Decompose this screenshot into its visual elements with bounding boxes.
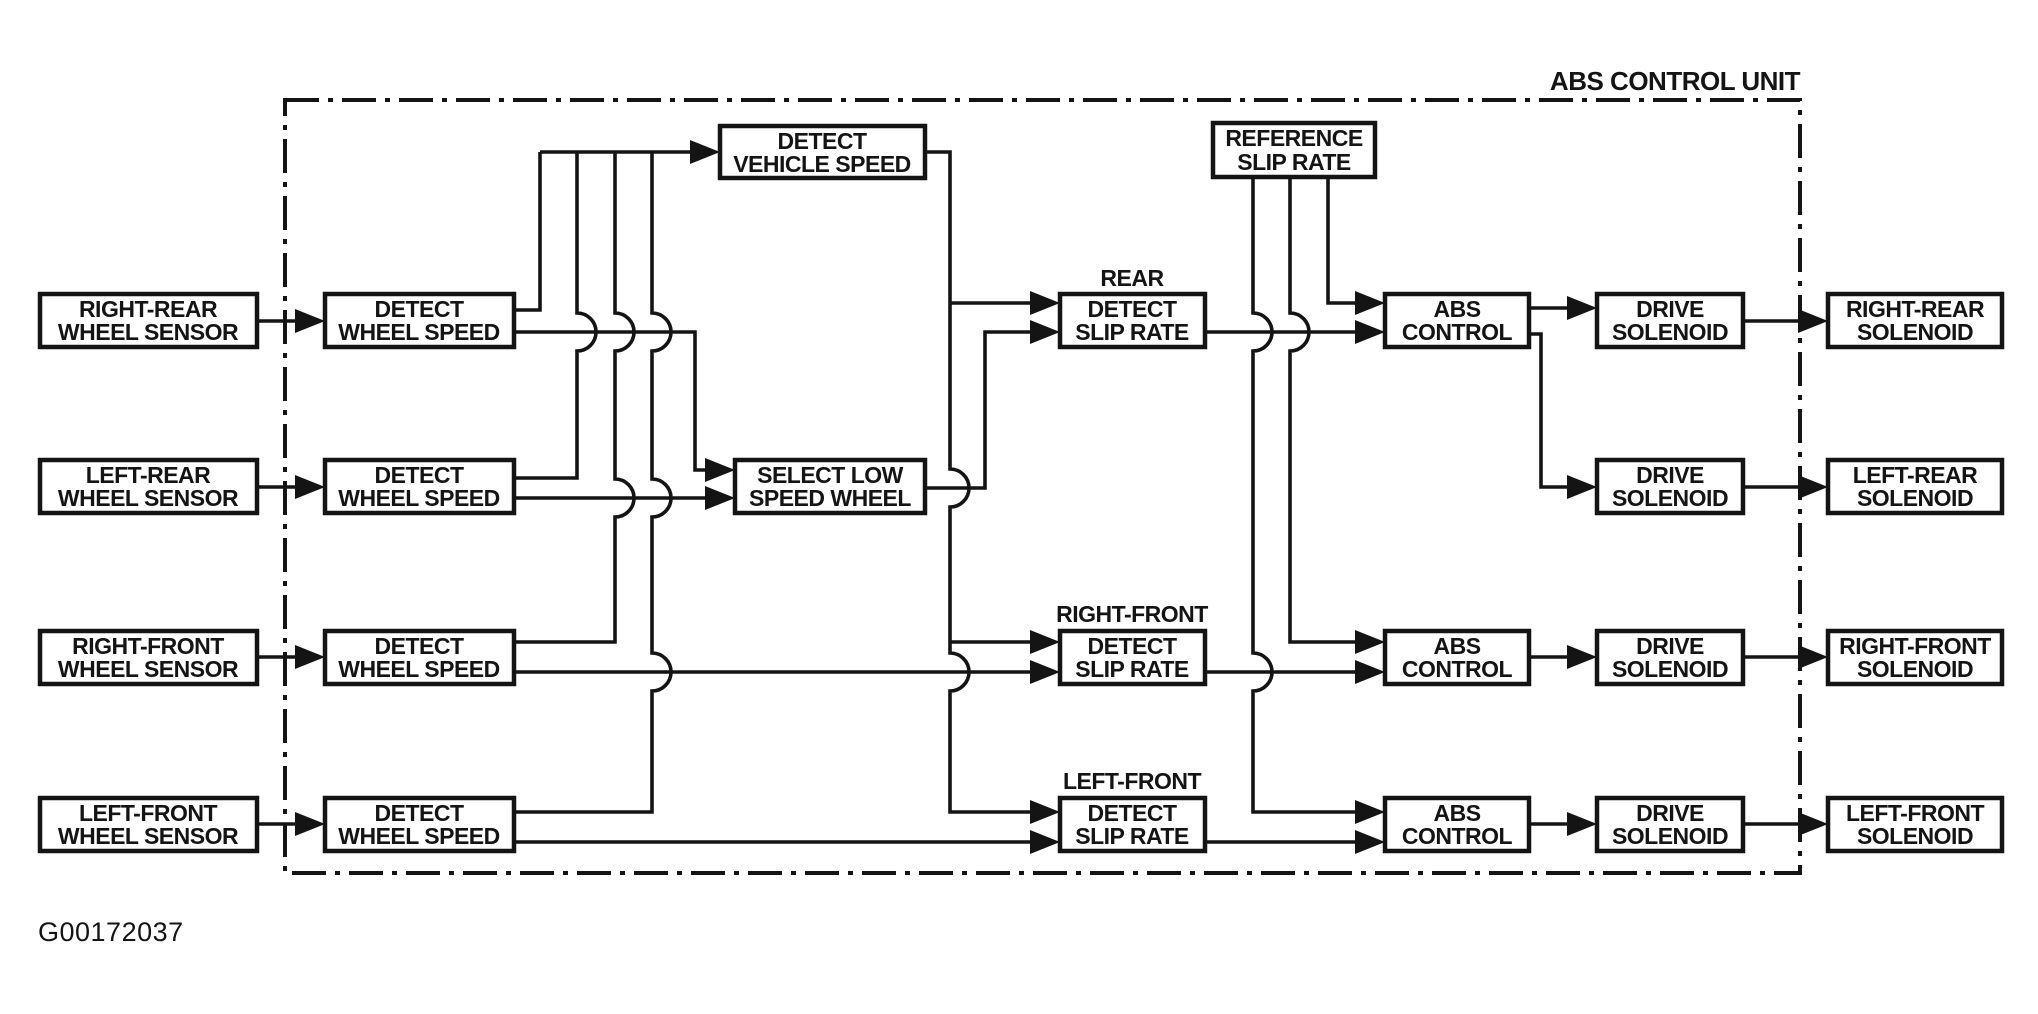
abs-control-unit-title: ABS CONTROL UNIT (1549, 66, 1800, 96)
arrowhead (1355, 291, 1385, 315)
box-abs-control-lf (1385, 798, 1529, 851)
box-detect-slip-rate-lf (1060, 798, 1205, 851)
node-label: ABS CONTROL (1401, 296, 1513, 345)
box-reference-slip-rate (1213, 123, 1375, 177)
arrowhead (1798, 812, 1828, 836)
node-label: DETECT SLIP RATE (1075, 633, 1189, 682)
node-label: DETECT SLIP RATE (1075, 296, 1189, 345)
node-label: DRIVE SOLENOID (1611, 800, 1729, 849)
group-label-right-front: RIGHT-FRONT (1056, 601, 1208, 627)
box-detect-wheel-speed-rr (325, 294, 514, 347)
arrowhead (1030, 320, 1060, 344)
box-right-front-wheel-sensor (40, 631, 257, 684)
wire-reference-to-lf-abs (1253, 177, 1355, 812)
wire-vehicle-distribution (925, 152, 1030, 812)
wire-riser-lf (514, 152, 671, 812)
arrowhead (295, 812, 325, 836)
node-label: RIGHT-FRONT WHEEL SENSOR (57, 633, 239, 682)
box-right-front-solenoid (1828, 631, 2002, 684)
node-label: DETECT SLIP RATE (1075, 800, 1189, 849)
arrowhead (1355, 320, 1385, 344)
arrowhead (705, 458, 735, 482)
arrowhead (1355, 830, 1385, 854)
wire-reference-to-rf-abs (1290, 177, 1355, 642)
node-label: LEFT-FRONT SOLENOID (1845, 800, 1985, 849)
wire-rr-to-select (514, 332, 705, 470)
box-drive-solenoid-rf (1597, 631, 1743, 684)
arrowhead (705, 486, 735, 510)
node-label: DRIVE SOLENOID (1611, 633, 1729, 682)
arrowhead (1355, 800, 1385, 824)
node-label: DETECT WHEEL SPEED (338, 462, 500, 511)
box-abs-control-rf (1385, 631, 1529, 684)
node-label: LEFT-FRONT WHEEL SENSOR (57, 800, 239, 849)
node-label: LEFT-REAR WHEEL SENSOR (57, 462, 239, 511)
box-right-rear-solenoid (1828, 294, 2002, 347)
node-label: ABS CONTROL (1401, 633, 1513, 682)
wire-select-to-rear-slip (925, 332, 1030, 488)
arrowhead (1355, 630, 1385, 654)
arrowhead (295, 645, 325, 669)
arrowhead (1798, 645, 1828, 669)
arrowhead (1030, 630, 1060, 654)
wire-riser-rr (514, 152, 540, 310)
arrowhead (295, 475, 325, 499)
arrowhead (1798, 309, 1828, 333)
arrowhead (1567, 812, 1597, 836)
group-label-left-front: LEFT-FRONT (1062, 768, 1202, 794)
node-label: RIGHT-REAR WHEEL SENSOR (57, 296, 239, 345)
arrowhead (295, 309, 325, 333)
wire-riser-lr (514, 152, 596, 478)
node-label: LEFT-REAR SOLENOID (1852, 462, 1978, 511)
box-abs-control-rear (1385, 294, 1529, 347)
box-detect-wheel-speed-rf (325, 631, 514, 684)
node-label: DETECT WHEEL SPEED (338, 800, 500, 849)
box-detect-vehicle-speed (720, 126, 925, 178)
arrowhead (1355, 660, 1385, 684)
arrowhead (1567, 296, 1597, 320)
arrowhead (1030, 830, 1060, 854)
node-label: DRIVE SOLENOID (1611, 296, 1729, 345)
arrowhead (1030, 800, 1060, 824)
group-label-rear: REAR (1100, 265, 1164, 291)
box-detect-wheel-speed-lf (325, 798, 514, 851)
wire-riser-rf (514, 152, 634, 642)
node-label: DRIVE SOLENOID (1611, 462, 1729, 511)
wire-rear-abs-to-lr-drive (1529, 334, 1567, 487)
box-detect-slip-rate-rear (1060, 294, 1205, 347)
arrowhead (1567, 645, 1597, 669)
node-label: RIGHT-REAR SOLENOID (1845, 296, 1985, 345)
box-right-rear-wheel-sensor (40, 294, 257, 347)
box-select-low-speed-wheel (735, 460, 925, 513)
arrowhead (1030, 660, 1060, 684)
box-left-front-wheel-sensor (40, 798, 257, 851)
box-left-rear-solenoid (1828, 460, 2002, 513)
arrowhead (1567, 475, 1597, 499)
node-label: RIGHT-FRONT SOLENOID (1839, 633, 1991, 682)
box-detect-slip-rate-rf (1060, 631, 1205, 684)
wire-reference-to-rear-abs (1328, 177, 1355, 303)
box-drive-solenoid-lf (1597, 798, 1743, 851)
box-left-rear-wheel-sensor (40, 460, 257, 513)
arrowhead (1030, 291, 1060, 315)
node-label: SELECT LOW SPEED WHEEL (749, 462, 911, 511)
node-label: REFERENCE SLIP RATE (1225, 125, 1363, 175)
box-drive-solenoid-lr (1597, 460, 1743, 513)
figure-id: G00172037 (38, 917, 184, 947)
node-label: DETECT VEHICLE SPEED (733, 128, 911, 177)
box-drive-solenoid-rr (1597, 294, 1743, 347)
node-label: DETECT WHEEL SPEED (338, 633, 500, 682)
node-label: ABS CONTROL (1401, 800, 1513, 849)
box-left-front-solenoid (1828, 798, 2002, 851)
node-label: DETECT WHEEL SPEED (338, 296, 500, 345)
arrowhead (1798, 475, 1828, 499)
arrowhead (690, 140, 720, 164)
box-detect-wheel-speed-lr (325, 460, 514, 513)
